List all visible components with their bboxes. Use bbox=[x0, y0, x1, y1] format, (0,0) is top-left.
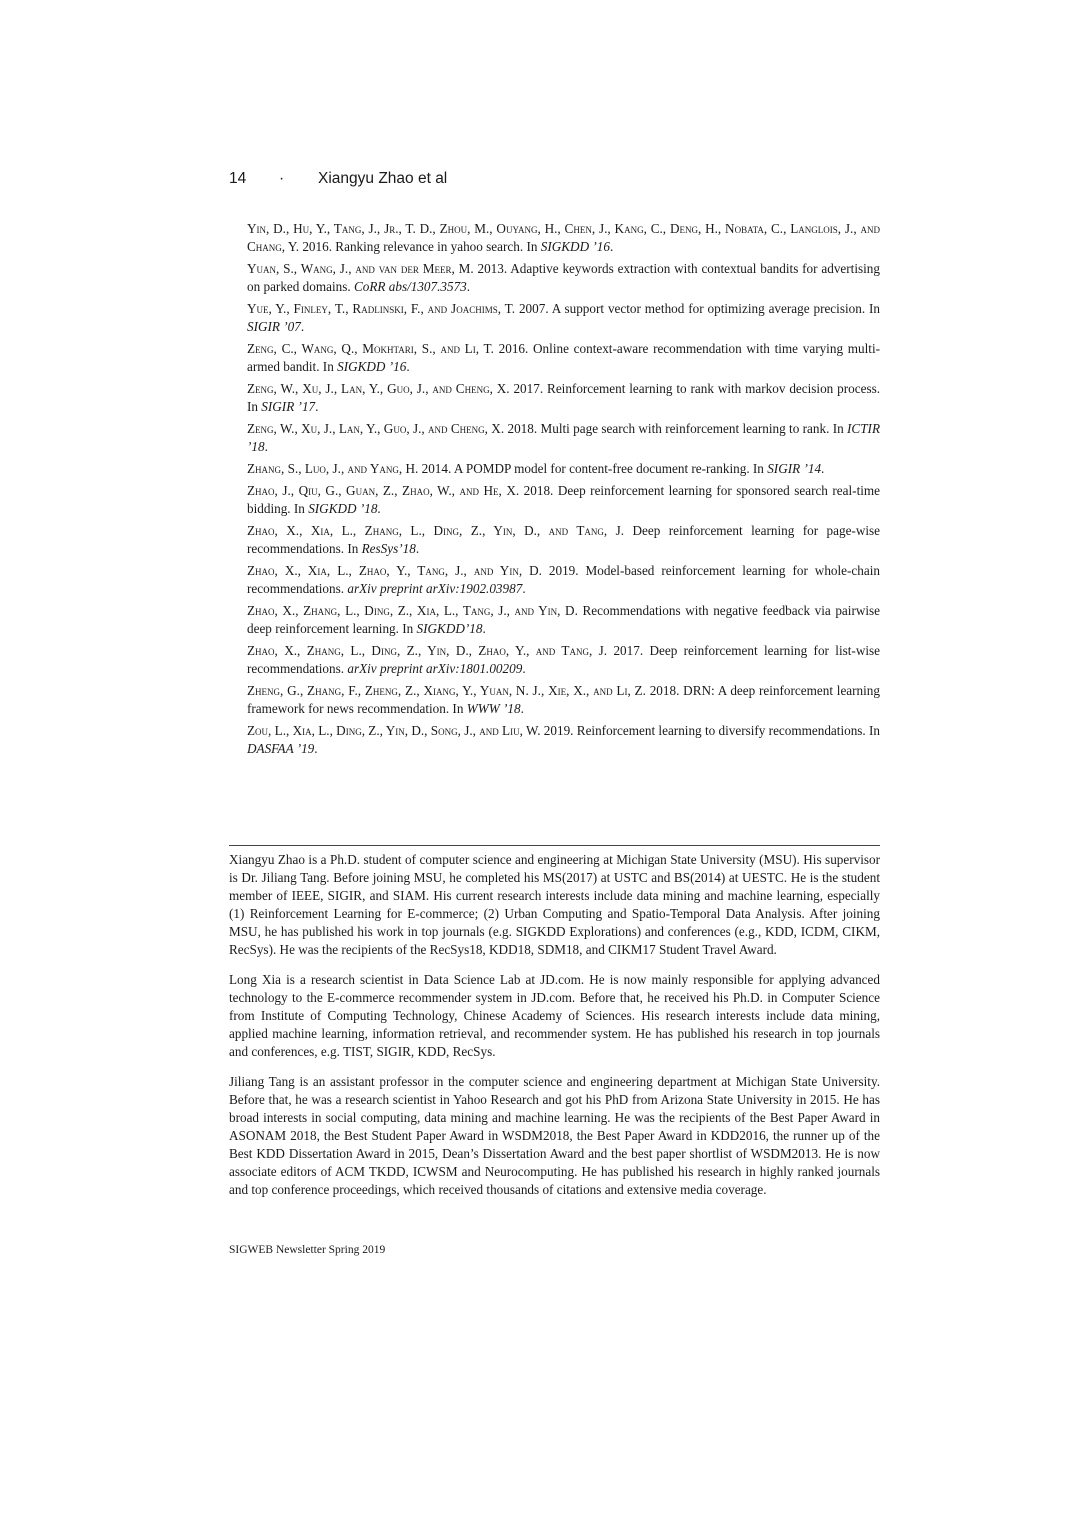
author-biographies bbox=[229, 851, 880, 1211]
reference-venue: SIGIR ’17 bbox=[261, 399, 316, 414]
reference-entry bbox=[247, 522, 880, 558]
reference-authors: Zhang, S., Luo, J., and Yang, H. bbox=[247, 461, 419, 476]
reference-title: Recommendations with negative feedback via pairwise deep reinforcement learning. In bbox=[247, 603, 881, 636]
reference-entry bbox=[247, 602, 880, 638]
reference-title: 2017. Reinforcement learning to rank with markov decision process. In bbox=[247, 381, 881, 414]
reference-end: . bbox=[821, 461, 825, 476]
reference-entry bbox=[247, 420, 880, 456]
reference-venue: arXiv preprint arXiv:1801.00209 bbox=[347, 661, 523, 676]
reference-title: 2017. Deep reinforcement learning for list-wise recommendations. bbox=[247, 643, 880, 676]
reference-entry bbox=[247, 380, 880, 416]
running-author: Xiangyu Zhao et al bbox=[318, 170, 448, 187]
reference-title: 2018. DRN: A deep reinforcement learning framework for news recommendation. In bbox=[247, 683, 880, 716]
reference-venue: SIGKDD ’18 bbox=[308, 501, 378, 516]
reference-venue: ResSys’18 bbox=[361, 541, 416, 556]
reference-authors: Yue, Y., Finley, T., Radlinski, F., and Joachims, T. bbox=[247, 301, 516, 316]
reference-end: . bbox=[522, 661, 526, 676]
section-divider bbox=[229, 845, 880, 846]
reference-title: 2007. A support vector method for optimizing average precision. In bbox=[515, 301, 880, 316]
reference-title: 2014. A POMDP model for content-free document re-ranking. In bbox=[418, 461, 768, 476]
reference-authors: Zou, L., Xia, L., Ding, Z., Yin, D., Song, J., and Liu, W. bbox=[247, 723, 541, 738]
reference-title: 2019. Model-based reinforcement learning for whole-chain recommendations. bbox=[247, 563, 880, 596]
reference-title: 2018. Deep reinforcement learning for sponsored search real-time bidding. In bbox=[247, 483, 881, 516]
reference-end: . bbox=[300, 319, 305, 334]
reference-end: . bbox=[520, 701, 524, 716]
reference-entry bbox=[247, 460, 880, 478]
reference-end: . bbox=[415, 541, 420, 556]
reference-authors: Zeng, W., Xu, J., Lan, Y., Guo, J., and Cheng, X. bbox=[247, 421, 505, 436]
reference-list bbox=[247, 220, 880, 762]
reference-end: . bbox=[264, 439, 268, 454]
reference-authors: Yuan, S., Wang, J., and van der Meer, M. bbox=[247, 261, 474, 276]
reference-end: . bbox=[522, 581, 526, 596]
reference-authors: Zheng, G., Zhang, F., Zheng, Z., Xiang, Y., Yuan, N. J., Xie, X., and Li, Z. bbox=[247, 683, 646, 698]
bio-paragraph: Long Xia is a research scientist in Data Science Lab at JD.com. He is now mainly responsible for applying advanced technology to the E-commerce recommender system in JD.com. Before that, he received his Ph.D. in Computer Science from Institute of Computing Technology, Chinese Academy of Sciences. His research interests include data mining, applied machine learning, information retrieval, and recommender system. He has published his research in top journals and conferences, e.g. TIST, SIGIR, KDD, RecSys. bbox=[229, 972, 880, 1059]
header-separator: · bbox=[279, 170, 285, 187]
reference-entry bbox=[247, 642, 880, 678]
reference-authors: Zeng, W., Xu, J., Lan, Y., Guo, J., and Cheng, X. bbox=[247, 381, 510, 396]
reference-venue: SIGKDD’18 bbox=[416, 621, 483, 636]
reference-title: Deep reinforcement learning for page-wise recommendations. In bbox=[247, 523, 880, 556]
reference-venue: DASFAA ’19 bbox=[247, 741, 315, 756]
reference-authors: Zhao, X., Zhang, L., Ding, Z., Xia, L., Tang, J., and Yin, D. bbox=[247, 603, 578, 618]
reference-venue: SIGKDD ’16 bbox=[337, 359, 407, 374]
reference-end: . bbox=[466, 279, 471, 294]
bio-paragraph: Xiangyu Zhao is a Ph.D. student of computer science and engineering at Michigan State University (MSU). His supervisor is Dr. Jiliang Tang. Before joining MSU, he completed his MS(2017) at USTC and BS(2014) at UESTC. He is the student member of IEEE, SIGIR, and SIAM. His current research interests include data mining and machine learning, especially (1) Reinforcement Learning for E-commerce; (2) Urban Computing and Spatio-Temporal Data Analysis. After joining MSU, he has published his work in top journals (e.g. SIGKDD Explorations) and conferences (e.g., KDD, ICDM, CIKM, RecSys). He was the recipients of the RecSys18, KDD18, SDM18, and CIKM17 Student Travel Award. bbox=[229, 852, 880, 957]
reference-authors: Zhao, X., Xia, L., Zhang, L., Ding, Z., Yin, D., and Tang, J. bbox=[247, 523, 625, 538]
reference-authors: Yin, D., Hu, Y., Tang, J., Jr., T. D., Zhou, M., Ouyang, H., Chen, J., Kang, C., Deng, H., Nobata, C., Langlois, J., and Chang, Y. bbox=[247, 221, 880, 254]
reference-end: . bbox=[377, 501, 381, 516]
reference-end: . bbox=[482, 621, 486, 636]
reference-end: . bbox=[406, 359, 410, 374]
reference-venue: SIGIR ’14 bbox=[767, 461, 822, 476]
reference-entry bbox=[247, 220, 880, 256]
reference-venue: arXiv preprint arXiv:1902.03987 bbox=[347, 581, 523, 596]
running-header bbox=[229, 170, 879, 190]
bio-paragraph: Jiliang Tang is an assistant professor in the computer science and engineering department at Michigan State University. Before that, he was a research scientist in Yahoo Research and got his PhD from Arizona State University in 2015. He has broad interests in social computing, data mining and machine learning. He was the recipients of the Best Paper Award in ASONAM 2018, the Best Student Paper Award in WSDM2018, the Best Paper Award in KDD2016, the runner up of the Best KDD Dissertation Award in 2015, Dean’s Dissertation Award and the best paper shortlist of WSDM2013. He is now associate editors of ACM TKDD, ICWSM and Neurocomputing. He has published his research in highly ranked journals and top conference proceedings, which received thousands of citations and extensive media coverage. bbox=[229, 1074, 880, 1197]
reference-title: 2016. Ranking relevance in yahoo search. In bbox=[299, 239, 541, 254]
reference-entry bbox=[247, 482, 880, 518]
reference-venue: WWW ’18 bbox=[466, 701, 521, 716]
footer-venue: SIGWEB Newsletter Spring 2019 bbox=[229, 1244, 386, 1256]
reference-entry bbox=[247, 722, 880, 758]
reference-title: 2016. Online context-aware recommendation with time varying multi-armed bandit. In bbox=[247, 341, 880, 374]
reference-authors: Zhao, X., Zhang, L., Ding, Z., Yin, D., Zhao, Y., and Tang, J. bbox=[247, 643, 608, 658]
reference-entry bbox=[247, 300, 880, 336]
reference-entry bbox=[247, 260, 880, 296]
reference-title: 2013. Adaptive keywords extraction with contextual bandits for advertising on parked domains. bbox=[247, 261, 880, 294]
reference-end: . bbox=[609, 239, 614, 254]
reference-venue: ICTIR ’18 bbox=[247, 421, 880, 454]
reference-authors: Zhao, X., Xia, L., Zhao, Y., Tang, J., and Yin, D. bbox=[247, 563, 542, 578]
reference-entry bbox=[247, 340, 880, 376]
reference-venue: SIGIR ’07 bbox=[247, 319, 301, 334]
reference-title: 2018. Multi page search with reinforcement learning to rank. In bbox=[504, 421, 848, 436]
reference-venue: CoRR abs/1307.3573 bbox=[353, 279, 467, 294]
reference-end: . bbox=[315, 399, 319, 414]
reference-authors: Zeng, C., Wang, Q., Mokhtari, S., and Li, T. bbox=[247, 341, 494, 356]
page-number: 14 bbox=[229, 170, 247, 187]
reference-authors: Zhao, J., Qiu, G., Guan, Z., Zhao, W., and He, X. bbox=[247, 483, 520, 498]
reference-entry bbox=[247, 682, 880, 718]
reference-end: . bbox=[314, 741, 318, 756]
reference-venue: SIGKDD ’16 bbox=[540, 239, 610, 254]
reference-title: 2019. Reinforcement learning to diversify recommendations. In bbox=[540, 723, 881, 738]
reference-entry bbox=[247, 562, 880, 598]
